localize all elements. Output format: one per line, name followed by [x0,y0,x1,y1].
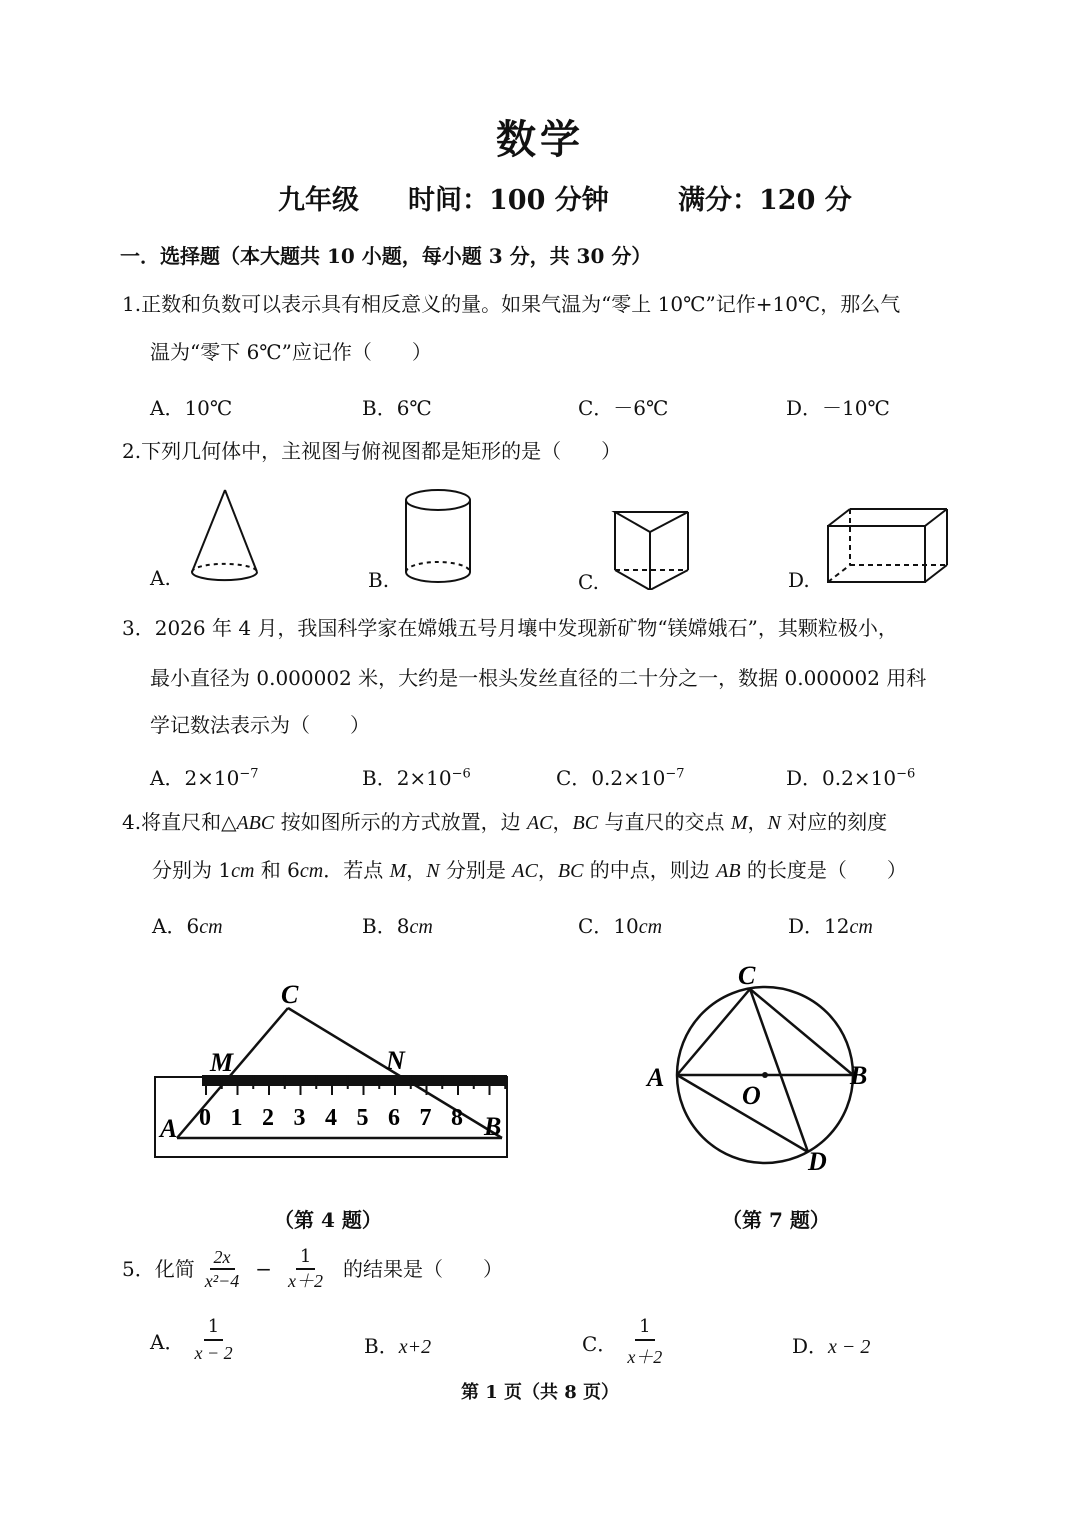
figure-7-caption: （第 7 题） [722,1208,830,1232]
ruler-tick-label: 8 [451,1105,463,1131]
q5-fraction-2: $\frac{1}{x+2}$ [288,1246,324,1291]
q4-option-c: C．10cm [578,914,663,938]
triangular-prism-shape [615,512,688,590]
figure-4-ruler-triangle [140,975,520,1165]
question-3-line-3: 学记数法表示为（ ） [150,713,370,737]
question-3-line-1: 3．2026 年 4 月，我国科学家在嫦娥五号月壤中发现新矿物“镁嫦娥石”，其颗粒极小， [122,616,898,640]
q2-solids-figure [0,480,1080,590]
q3-option-c: C．$0.2\times 10^{-7}$ [556,766,685,790]
q5-option-a: A． $\frac{1}{x - 2}$ [150,1316,233,1363]
q3-option-a: A．$2\times 10^{-7}$ [150,766,259,790]
center-point-o [762,1072,768,1078]
page-title: 数学 [496,116,584,163]
ruler-tick-label: 3 [293,1105,306,1131]
figure-7-circle [640,958,880,1178]
question-3-line-2: 最小直径为 0.000002 米，大约是一根头发丝直径的二十分之一，数据 0.000002 用科 [150,666,927,690]
fig7-label-d: D [808,1147,827,1176]
page-number: 第 1 页（共 8 页） [460,1382,620,1403]
q5-option-b: B．x+2 [364,1334,432,1358]
q2-label-d: D. [788,568,810,592]
ruler-tick-label: 2 [262,1105,274,1131]
q1-option-b: B．6℃ [362,396,432,420]
q2-label-b: B. [368,568,390,592]
ruler-tick-labels [199,1105,463,1131]
grade-label: 九年级 [278,185,359,216]
q4-option-b: B．8cm [362,914,433,938]
ruler-scale-band [202,1075,507,1086]
q5-option-c: C． $\frac{1}{x+2}$ [582,1316,663,1367]
q4-option-a: A．6cm [152,914,223,938]
rectangular-box-shape [828,509,947,582]
q2-label-a: A. [150,566,171,590]
fig4-label-n: N [386,1046,405,1075]
q5-option-d: D．x − 2 [792,1334,871,1358]
ruler-tick-label: 5 [356,1105,369,1131]
question-4-line-2: 分别为 1cm 和 6cm．若点 M，N 分别是 AC，BC 的中点，则边 AB 的长度是（ ） [152,858,907,882]
question-2-line-1: 2.下列几何体中，主视图与俯视图都是矩形的是（ ） [122,439,622,463]
ruler-tick-label: 7 [419,1105,432,1131]
section-heading: 一．选择题（本大题共 10 小题，每小题 3 分，共 30 分） [120,244,652,268]
fig7-label-a: A [647,1063,665,1092]
cone-shape [192,490,257,580]
score-label: 满分：120 分 [678,185,852,216]
ruler-tick-label: 0 [199,1105,211,1131]
figure-4-caption: （第 4 题） [274,1208,382,1232]
question-4-line-1: 4.将直尺和△ABC 按如图所示的方式放置，边 AC，BC 与直尺的交点 M，N 对应的刻度 [122,810,888,834]
q1-option-a: A．10℃ [150,396,233,420]
fig7-label-b: B [850,1061,868,1090]
q4-option-d: D．12cm [788,914,873,938]
question-1-line-1: 1.正数和负数可以表示具有相反意义的量。如果气温为“零上 10℃”记作+10℃，那么气 [122,292,901,316]
question-1-line-2: 温为“零下 6℃”应记作（ ） [150,340,432,364]
q1-option-c: C．－6℃ [578,396,669,420]
fig4-label-c: C [281,980,299,1009]
q2-label-c: C. [578,570,599,594]
ruler-tick-label: 6 [388,1105,400,1131]
fig4-label-b: B [484,1112,502,1141]
question-5-line-1: 5．化简 $\frac{2x}{\text{x²−4}}$ − $\frac{1}{x+2}$ 的结果是（ ） [122,1246,504,1291]
q1-option-d: D．－10℃ [786,396,890,420]
q5-fraction-1: $\frac{2x}{\text{x²−4}}$ [204,1247,240,1291]
ruler-tick-label: 1 [230,1105,243,1131]
fig7-label-c: C [738,961,756,990]
time-label: 时间：100 分钟 [408,185,609,216]
fig4-label-m: M [210,1048,234,1077]
q3-option-b: B．$2\times 10^{-6}$ [362,766,471,790]
ruler-tick-label: 4 [325,1105,337,1131]
fig7-label-o: O [742,1081,761,1110]
cylinder-shape [406,490,470,582]
q3-option-d: D．$0.2\times 10^{-6}$ [786,766,916,790]
fig4-label-a: A [160,1114,178,1143]
